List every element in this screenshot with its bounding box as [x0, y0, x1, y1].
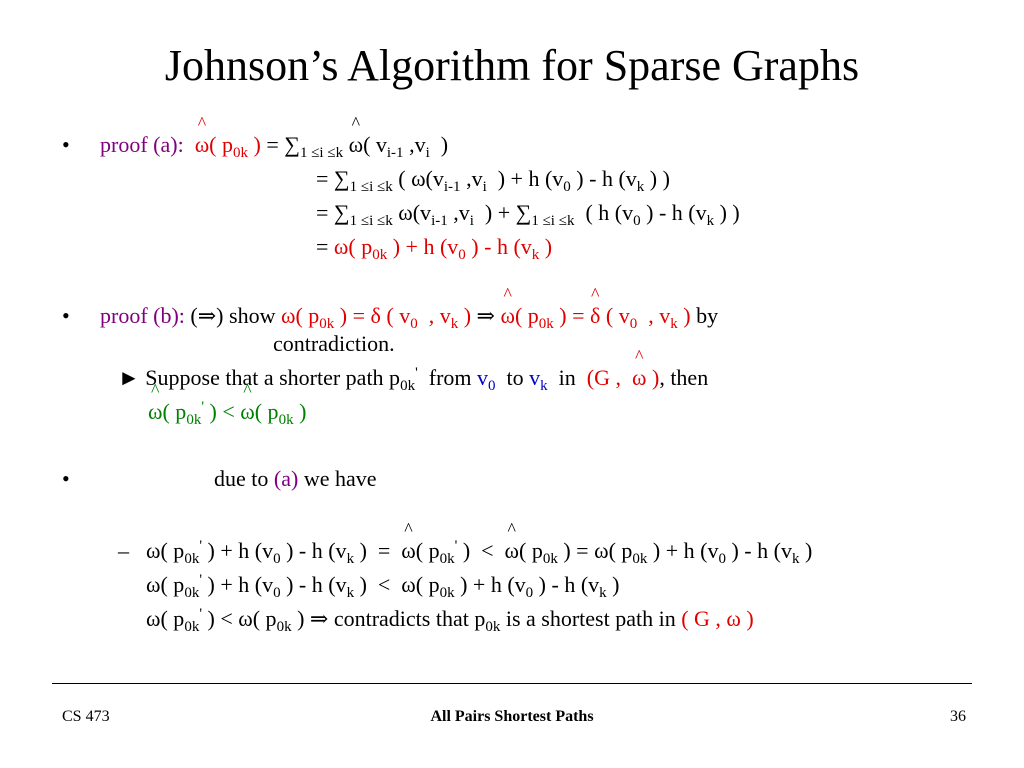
- due-to-line: due to (a) we have: [214, 466, 377, 491]
- suppose-inequality: ^ ω( $p_{0k}'$ ) < ^ ω( $p_{0k}$ ): [148, 398, 306, 426]
- chain-line-1: ω( $p_{0k}'$ ) + h ($v_0$ ) - h ($v_k$ ) = ^ ω( $p_{0k}'$ ) < ^ ω( $p_{0k}$ ) = ω( $p_{0k}$ ) + h ($v_0$ ) - h ($v_k$ ): [146, 537, 812, 565]
- bullet-icon: •: [62, 132, 70, 157]
- suppose-line: ► Suppose that a shorter path $p_{0k}'$ from $v_0$ to $v_k$ in (G , ^ ω ), then: [118, 364, 708, 392]
- proof-a-line-4: = ω( $p_{0k}$ ) + h ($v_0$ ) - h ($v_k$ ): [316, 234, 553, 263]
- footer-divider: [52, 683, 972, 684]
- proof-a-line-2: = $\sum_{1 \le i \le k}$ ( $\omega(v_{i-1}$ $,v_i$ ) + h ($v_0$ ) - h ($v_k$ ) ): [316, 166, 670, 195]
- footer-page-number: 36: [950, 708, 966, 725]
- dash-icon: –: [118, 538, 129, 563]
- footer-topic: All Pairs Shortest Paths: [430, 708, 594, 725]
- footer-course: CS 473: [62, 708, 110, 725]
- bullet-icon: •: [62, 466, 70, 491]
- proof-b-continuation: contradiction.: [273, 331, 395, 356]
- proof-a-line-1: proof (a): ^ ω( $p_{0k}$ ) = $\sum_{1 \le i \le k}$ ^ ω( $v_{i-1}$ $,v_i$ ): [100, 131, 448, 159]
- chain-line-3: ω( $p_{0k}'$ ) < ω( $p_{0k}$ ) ⇒ contradicts that $p_{0k}$ is a shortest path in ( G , ω ): [146, 606, 754, 635]
- proof-a-line-3: = $\sum_{1 \le i \le k}$ $\omega(v_{i-1}$ $,v_i$ ) + $\sum_{1 \le i \le k}$ ( h ($v_0$ ) - h ($v_k$ ) ): [316, 200, 740, 229]
- chain-line-2: ω( $p_{0k}'$ ) + h ($v_0$ ) - h ($v_k$ ) < ω( $p_{0k}$ ) + h ($v_0$ ) - h ($v_k$ ): [146, 572, 620, 601]
- proof-b-line: proof (b): (⇒) show ω( $p_{0k}$ ) = δ ( $v_0$ , $v_k$ ) ⇒ ^ ω( $p_{0k}$ ) = ^ δ ( $v_0$ , $v_k$ ) by: [100, 302, 718, 330]
- slide-title: Johnson’s Algorithm for Sparse Graphs: [164, 41, 860, 90]
- bullet-icon: •: [62, 303, 70, 328]
